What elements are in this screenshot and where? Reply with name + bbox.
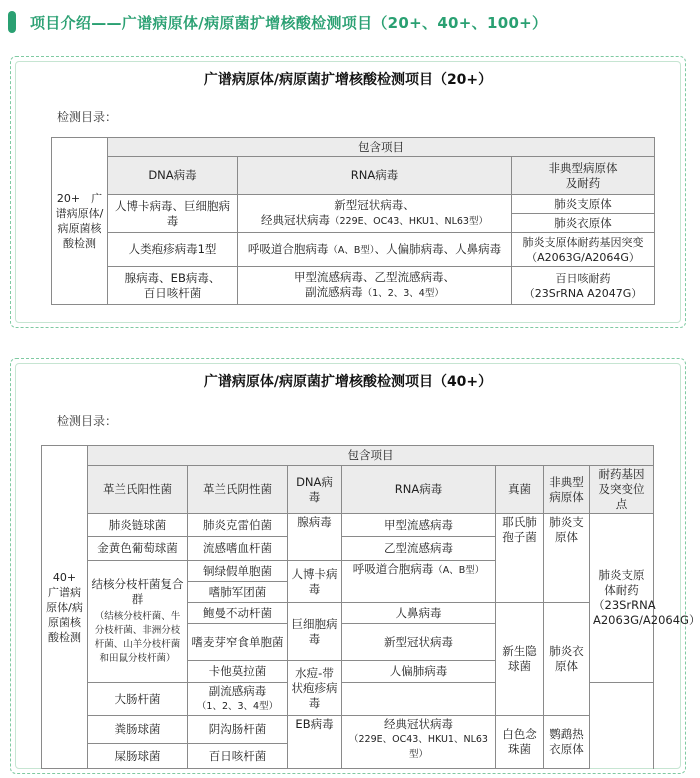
p40-fungi-3: 白色念珠菌 xyxy=(496,716,544,769)
p40-gram-pos-9: 粪肠球菌 xyxy=(88,716,188,744)
p40-rna-8: 副流感病毒 （1、2、3、4型） xyxy=(188,683,288,716)
p40-rna-1: 甲型流感病毒 xyxy=(342,514,496,537)
p40-gram-neg-6: 嗜麦芽窄食单胞菌 xyxy=(188,624,288,661)
p40-col-rna: RNA病毒 xyxy=(342,466,496,514)
p40-gram-neg-4: 嗜肺军团菌 xyxy=(188,582,288,603)
p40-gram-neg-2: 流感嗜血杆菌 xyxy=(188,537,288,561)
p40-col-resistance: 耐药基因及突变位点 xyxy=(590,466,654,514)
panel-40 xyxy=(10,358,700,774)
p40-gram-pos-2: 金黄色葡萄球菌 xyxy=(88,537,188,561)
header-accent-bar xyxy=(8,11,16,33)
section-title: 项目介绍——广谱病原体/病原菌扩增核酸检测项目（20+、40+、100+） xyxy=(30,14,548,32)
p40-dna-1: 腺病毒 xyxy=(288,514,342,561)
panel-20-title: 广谱病原体/病原菌扩增核酸检测项目（20+） xyxy=(203,72,493,88)
p40-resistance-1: 肺炎支原体耐药 （23SrRNA A2063G/A2064G） xyxy=(590,514,654,683)
p20-row-label: 20+ 广谱病原体/病原菌核酸检测 xyxy=(52,138,108,305)
p40-col-gram-neg: 革兰氏阴性菌 xyxy=(188,466,288,514)
p20-r2-rna: 呼吸道合胞病毒（A、B型）、人偏肺病毒、人鼻病毒 xyxy=(238,233,512,267)
p20-col-dna: DNA病毒 xyxy=(108,157,238,195)
p40-gram-neg-3: 铜绿假单胞菌 xyxy=(188,561,288,582)
p20-r2-atypical: 肺炎支原体耐药基因突变 （A2063G/A2064G） xyxy=(512,233,655,267)
p40-gram-pos-tb xyxy=(88,561,188,683)
p40-gram-neg-7: 卡他莫拉菌 xyxy=(188,661,288,683)
p40-gram-neg-10: 百日咳杆菌 xyxy=(188,744,288,769)
p40-fungi-1: 耶氏肺孢子菌 xyxy=(496,514,544,603)
p40-col-atypical: 非典型病原体 xyxy=(544,466,590,514)
p40-atypical-1: 肺炎支原体 xyxy=(544,514,590,603)
panel-20-directory-label: 检测目录： xyxy=(57,110,118,124)
panel-20 xyxy=(10,56,686,328)
p40-dna-4: 水痘-带状疱疹病毒 xyxy=(288,661,342,716)
p40-included-header: 包含项目 xyxy=(88,446,654,466)
p40-fungi-2: 新生隐球菌 xyxy=(496,603,544,716)
p40-col-fungi: 真菌 xyxy=(496,466,544,514)
p40-gram-neg-9: 阴沟肠杆菌 xyxy=(188,716,288,744)
p20-r1-atypical-b: 肺炎衣原体 xyxy=(554,216,612,230)
p20-r3-dna: 腺病毒、EB病毒、 百日咳杆菌 xyxy=(108,267,238,305)
p40-dna-2: 人博卡病毒 xyxy=(288,561,342,603)
p40-gram-neg-1: 肺炎克雷伯菌 xyxy=(188,514,288,537)
p40-dna-5: EB病毒 xyxy=(288,716,342,769)
p40-col-dna: DNA病毒 xyxy=(288,466,342,514)
p40-col-gram-pos: 革兰氏阳性菌 xyxy=(88,466,188,514)
p20-r1-atypical-a: 肺炎支原体 xyxy=(512,195,654,214)
p40-gram-neg-5: 鲍曼不动杆菌 xyxy=(188,603,288,624)
p40-gram-neg-8: 大肠杆菌 xyxy=(88,683,188,716)
p40-rna-5: 人鼻病毒 xyxy=(342,603,496,624)
p20-r1-dna: 人博卡病毒、巨细胞病毒 xyxy=(108,195,238,233)
panel-40-directory-label: 检测目录： xyxy=(57,414,118,428)
section-header xyxy=(0,0,694,46)
p20-col-atypical: 非典型病原体 及耐药 xyxy=(512,157,655,195)
p40-tb-title: 结核分枝杆菌复合群 xyxy=(91,577,184,606)
p40-rna-3: 呼吸道合胞病毒（A、B型） xyxy=(342,561,496,603)
p40-rna-6: 新型冠状病毒 xyxy=(342,624,496,661)
p20-r3-atypical: 百日咳耐药 （23SrRNA A2047G） xyxy=(512,267,655,305)
p40-rna-2: 乙型流感病毒 xyxy=(342,537,496,561)
p20-col-rna: RNA病毒 xyxy=(238,157,512,195)
p40-rna-9: 经典冠状病毒 （229E、OC43、HKU1、NL63型） xyxy=(342,716,496,769)
p20-included-header: 包含项目 xyxy=(108,138,655,157)
panel-40-table xyxy=(41,445,700,769)
p40-tb-note: （结核分枝杆菌、牛分枝杆菌、非洲分枝杆菌、山羊分枝杆菌和田鼠分枝杆菌） xyxy=(94,611,181,664)
panel-40-title: 广谱病原体/病原菌扩增核酸检测项目（40+） xyxy=(203,374,493,390)
p40-row-label: 40+ 广谱病原体/病原菌核酸检测 xyxy=(42,446,88,769)
p40-dna-3: 巨细胞病毒 xyxy=(288,603,342,661)
p40-gram-pos-1: 肺炎链球菌 xyxy=(88,514,188,537)
p20-r3-rna: 甲型流感病毒、乙型流感病毒、 副流感病毒（1、2、3、4型） xyxy=(238,267,512,305)
p40-atypical-3: 鹦鹉热衣原体 xyxy=(544,716,590,769)
p20-r2-dna: 人类疱疹病毒1型 xyxy=(108,233,238,267)
p40-gram-pos-10: 屎肠球菌 xyxy=(88,744,188,769)
p40-atypical-2: 肺炎衣原体 xyxy=(544,603,590,716)
p20-r1-rna: 新型冠状病毒、 经典冠状病毒（229E、OC43、HKU1、NL63型） xyxy=(238,195,512,233)
panel-20-table xyxy=(51,137,655,305)
p20-r1-atypical xyxy=(512,195,655,233)
p40-rna-7: 人偏肺病毒 xyxy=(342,661,496,683)
